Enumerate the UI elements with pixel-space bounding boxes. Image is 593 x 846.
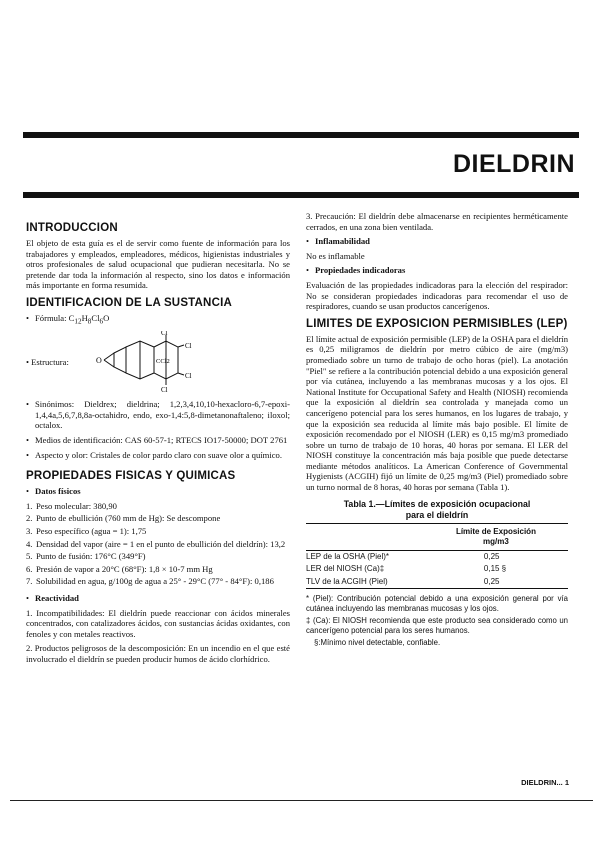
intro-heading: INTRODUCCION [26,222,118,234]
left-column [26,222,290,669]
table-title: Tabla 1.—Límites de exposición ocupacional para el dieldrín [343,498,531,520]
right-column [306,211,568,651]
cl-label-top: Cl [161,331,168,338]
physical-data-item: 1. Peso molecular: 380,90 [26,500,117,511]
dieldrin-structure-diagram [94,331,204,393]
formula-label: Fórmula: [35,312,67,323]
physical-data-item: 4. Densidad del vapor (aire = 1 en el punto de ebullición del dieldrín): 13,2 [26,538,286,549]
cl-label-right-bottom: Cl [185,372,192,381]
physical-data-item: 6. Presión de vapor a 20°C (68°F): 1,8 × 10-7 mm Hg [26,563,213,574]
table-note: §:Mínimo nivel detectable, confiable. [314,638,441,648]
table-note: * (Piel): Contribución potencial debido a una exposición general por vía cutánea incluyendo las membranas mucosas y los ojos. [306,594,568,613]
bottom-rule [10,800,593,801]
flammability-heading-item: • Inflamabilidad [306,236,370,247]
formula-item: • Fórmula: $C_{12}H_8Cl_6O$ [26,312,110,326]
structure-label: Estructura: [31,356,69,367]
table-note: ‡ (Ca): El NIOSH recomienda que este producto sea considerado como un cancerígeno potencial para los seres humanos. [306,616,568,635]
intro-text: El objeto de esta guía es el de servir como fuente de información para los trabajadores y empleados, empleadores, médicos, higienistas industriales y otros profesionales de salud ocupacional que pudieran necesitarla. No se pretende dar toda la información al respecto, sino los datos e información más importante en forma resumida. [26,238,290,291]
physical-data-item: 3. Peso específico (agua = 1): 1,75 [26,526,147,537]
identifiers-item: • Medios de identificación: CAS 60-57-1; RTECS IO17-50000; DOT 2761 [26,435,288,446]
ident-heading: IDENTIFICACION DE LA SUSTANCIA [26,296,232,309]
reactivity-text-1: 1. Incompatibilidades: El dieldrín puede reaccionar con ácidos minerales concentrados, con catalizadores ácidos, con sustancias ácidas oxidantes, con fenoles y con metales reactivos. [26,607,290,639]
flammability-text: No es inflamable [306,250,365,261]
oxygen-label: O [96,356,102,366]
limits-text: El límite actual de exposición permisible (LEP) de la OSHA para el dieldrín es 0,25 miligramos de dieldrín por metro cúbico de aire (mg/m3) promediado sobre un turno de trabajo de ocho horas (piel). La anotación "Piel" se refiere a la contribución potencial debido a una exposición general por vía cutánea, incluyendo a las membranas mucosas y a los ojos. El National Institute for Occupational Safety and Health (NIOSH) recomienda que la exposición al dieldrín sea controlada y manejada como un cancerígeno potencial para los seres humanos, en los lugares de trabajo, y que la exposición sea reducida al límite más bajo posible. El límite de exposición recomendado por el NIOSH (LER) es 0,15 mg/m3 promediado sobre un turno de trabajo de 10 horas, 40 horas por semana. El LER del NIOSH constituye la concentración más baja posible que puede detectarse mediante métodos analíticos. La American Conference of Governmental Hygienists (ACGIH) fijó un límite de 0,25 mg/m3 (Piel) promediado sobre un turno normal de 8 horas, 40 horas por semana (Tabla 1). [306,333,568,493]
props-heading: PROPIEDADES FISICAS Y QUIMICAS [26,470,236,483]
ccl2-label: CCl2 [156,358,170,366]
physical-data-list [26,501,290,587]
cl-label-bottom: Cl [161,386,168,394]
reactivity-text-2: 2. Productos peligrosos de la descomposición: En un incendio en el que esté involucrado el dieldrín se pueden producir humos de ácido clorhídrico. [26,643,290,664]
title-rule-bottom [23,192,579,198]
warning-heading-item: • Propiedades indicadoras [306,265,406,276]
exposure-limits-table [306,523,568,590]
physical-data-item: 2. Punto de ebullición (760 mm de Hg): Se descompone [26,513,221,524]
reactivity-heading-item: • Reactividad [26,593,79,603]
cl-label-right-top: Cl [185,342,192,351]
table-row: LEP de la OSHA (Piel)* 0,25 [306,551,500,561]
appearance-item: • Aspecto y olor: Cristales de color pardo claro con suave olor a químico. [26,449,282,460]
table-row: TLV de la ACGIH (Piel) 0,25 [306,576,568,589]
structure-item: • Estructura: O CCl2 Cl Cl Cl Cl [26,331,290,393]
limits-heading: LIMITES DE EXPOSICION PERMISIBLES (LEP) [306,317,568,330]
title-rule-top [23,132,579,138]
physical-data-heading-item: • Datos físicos [26,486,81,497]
physical-data-item: 7. Solubilidad en agua, g/100g de agua a 25° - 29°C (77° - 84°F): 0,186 [26,576,274,587]
page-title: DIELDRIN [452,150,575,178]
table-row: LER del NIOSH (Ca)‡ 0,15 § [306,564,507,574]
physical-data-item: 5. Punto de fusión: 176°C (349°F) [26,551,146,562]
table-column-header: Límite de Exposición mg/m3 [455,526,536,546]
formula-value: $C_{12}H_8Cl_6O$ [68,312,110,326]
synonyms-item: • Sinónimos: Dieldrex; dieldrina; 1,2,3,4,10,10-hexacloro-6,7-epoxi-1,4,4a,5,6,7,8,8a-octahidro, endo, exo-1,4:5,8-dimetanonaftaleno; iloxol; octalox. [26,399,290,431]
page-footer: DIELDRIN... 1 [521,778,569,787]
warning-text: Evaluación de las propiedades indicadoras para la elección del respirador: No se consideran propiedades indicadoras para recomendar el uso de respiradores, cuando se usan productos cancerígenos. [306,279,568,312]
precaution-text: 3. Precaución: El dieldrín debe almacenarse en recipientes herméticamente cerrados, en una zona bien ventilada. [306,211,568,232]
table-notes [306,594,568,648]
